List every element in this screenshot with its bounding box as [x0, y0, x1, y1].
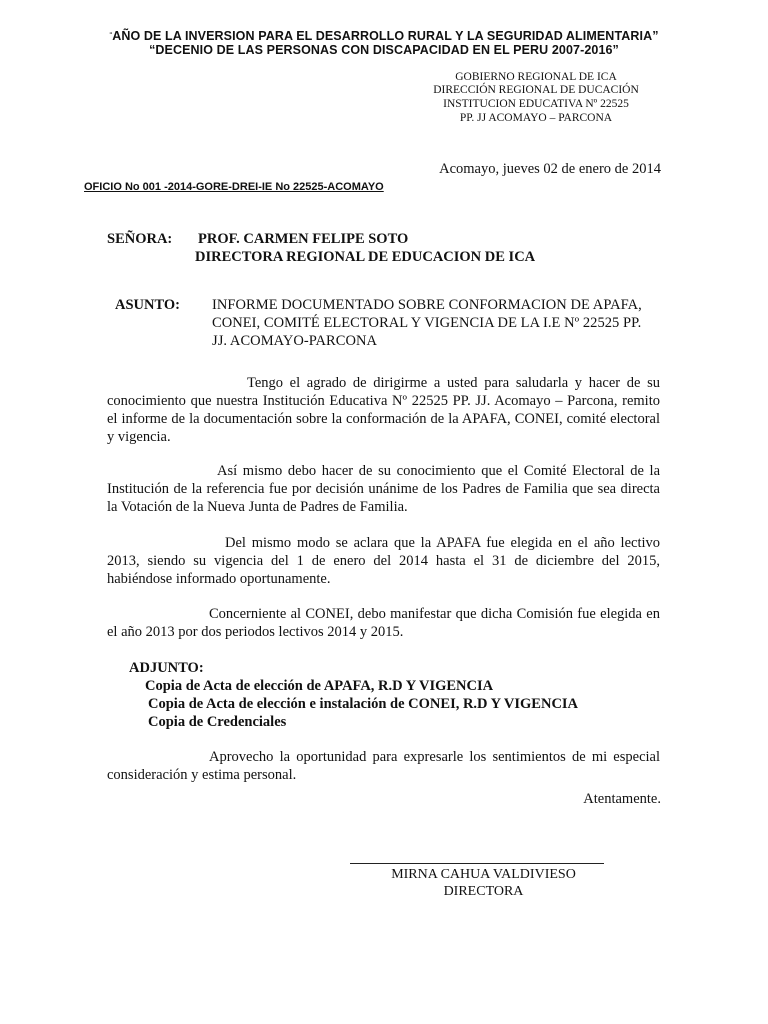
body-paragraph-1: Tengo el agrado de dirigirme a usted para saludarla y hacer de su conocimiento que nuestra Institución Educativa Nº 22525 PP. JJ. Acomayo – Parcona, remito el informe de la documentación sobre la conformación de la APAFA, CONEI, comité electoral y vigencia. [107, 375, 660, 445]
attachment-item-1: Copia de Acta de elección de APAFA, R.D Y VIGENCIA [145, 678, 494, 694]
body-paragraph-2: Así mismo debo hacer de su conocimiento que el Comité Electoral de la Institución de la referencia fue por decisión unánime de los Padres de Familia que sea directa la Votación de la Nueva Junta de Padres de Familia. [107, 463, 660, 515]
recipient-name: PROF. CARMEN FELIPE SOTO [198, 231, 409, 247]
closing-paragraph: Aprovecho la oportunidad para expresarle los sentimientos de mi especial consideración y estima personal. [107, 749, 660, 783]
body-paragraph-4: Concerniente al CONEI, debo manifestar que dicha Comisión fue elegida en el año 2013 por dos periodos lectivos 2014 y 2015. [107, 606, 660, 640]
attachments-label: ADJUNTO: [129, 660, 204, 676]
institution-line-3: INSTITUCION EDUCATIVA Nº 22525 [443, 98, 629, 110]
signer-name: MIRNA CAHUA VALDIVIESO [391, 867, 576, 882]
institution-line-2: DIRECCIÓN REGIONAL DE DUCACIÓN [433, 84, 639, 96]
oficio-reference: OFICIO No 001 -2014-GORE-DREI-IE No 22525-ACOMAYO [84, 181, 384, 193]
subject-line-2: CONEI, COMITÉ ELECTORAL Y VIGENCIA DE LA I.E Nº 22525 PP. [212, 315, 642, 331]
subject-line-3: JJ. ACOMAYO-PARCONA [212, 333, 378, 349]
institution-line-1: GOBIERNO REGIONAL DE ICA [455, 71, 617, 83]
signature-line [350, 863, 604, 864]
institution-line-4: PP. JJ ACOMAYO – PARCONA [459, 112, 613, 124]
regards: Atentamente. [583, 791, 661, 807]
attachment-item-3: Copia de Credenciales [148, 714, 287, 730]
decade-slogan: “DECENIO DE LAS PERSONAS CON DISCAPACIDAD EN EL PERU 2007-2016” [149, 43, 619, 57]
year-slogan [0, 28, 768, 44]
signer-role: DIRECTORA [443, 884, 524, 899]
recipient-title: DIRECTORA REGIONAL DE EDUCACION DE ICA [195, 249, 536, 265]
body-paragraph-3: Del mismo modo se aclara que la APAFA fue elegida en el año lectivo 2013, siendo su vigencia del 1 de enero del 2014 hasta el 31 de diciembre del 2015, habiéndose informado oportunamente. [107, 535, 660, 587]
attachment-item-2: Copia de Acta de elección e instalación de CONEI, R.D Y VIGENCIA [148, 696, 579, 712]
date-line: Acomayo, jueves 02 de enero de 2014 [439, 161, 661, 177]
year-slogan-text: AÑO DE LA INVERSION PARA EL DESARROLLO RURAL Y LA SEGURIDAD ALIMENTARIA” [112, 29, 659, 43]
subject-label: ASUNTO: [115, 297, 180, 313]
recipient-label: SEÑORA: [107, 231, 173, 247]
opening-quote: “ [109, 31, 113, 40]
subject-line-1: INFORME DOCUMENTADO SOBRE CONFORMACION DE APAFA, [212, 297, 642, 313]
